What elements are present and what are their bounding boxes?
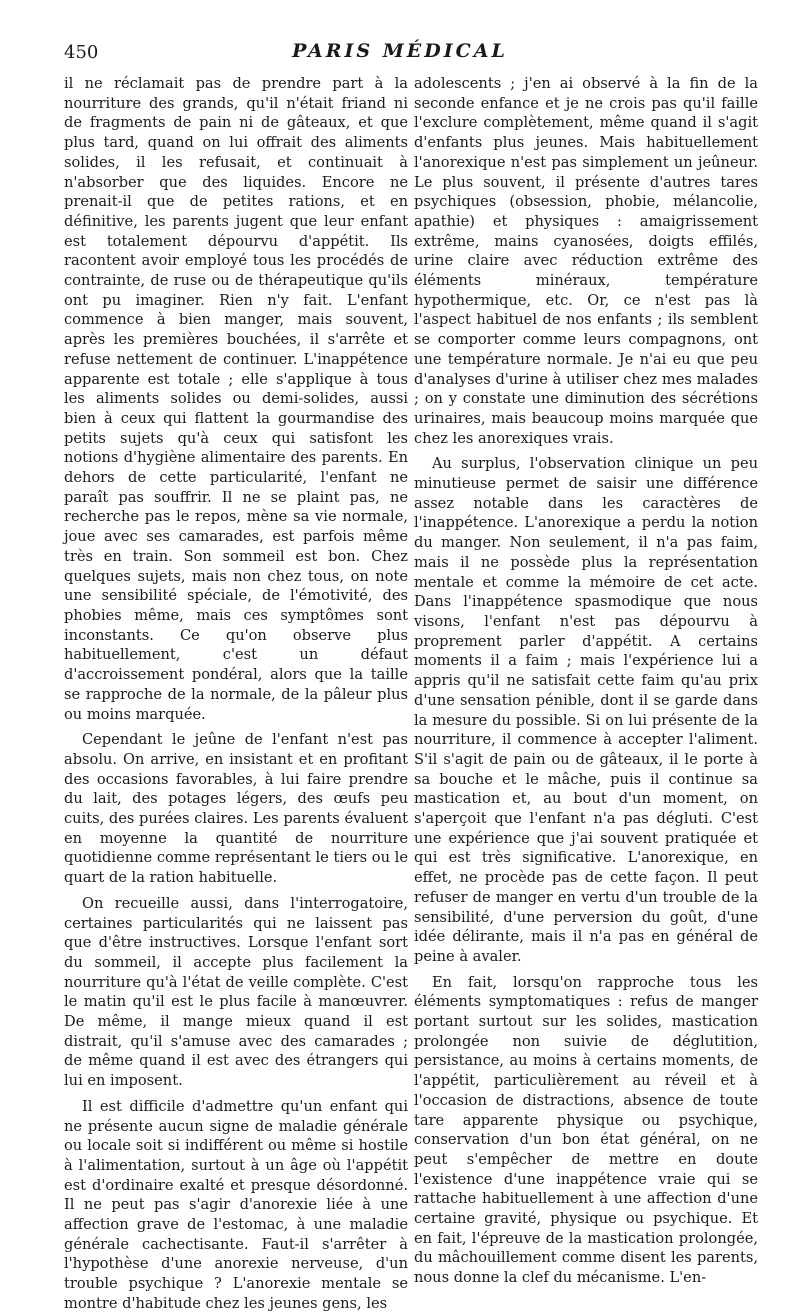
paragraph: Il est difficile d'admettre qu'un enfant qui ne présente aucun signe de maladie générale ou locale soit si indifférent ou même si hostile à l'alimentation, surtout à un âge où l'appétit est d'ordinaire exalté et presque désordonné. Il ne peut pas s'agir d'anorexie liée à une affection grave de l'estomac, à une maladie générale cachectisante. Faut-il s'arrêter à l'hypothèse d'une anorexie nerveuse, d'un trouble psychique ? L'anorexie mentale se montre d'habitude chez les jeunes gens, les (64, 1097, 408, 1312)
left-column (64, 74, 408, 1314)
paragraph: adolescents ; j'en ai observé à la fin de la seconde enfance et je ne crois pas qu'il faille l'exclure complètement, même quand il s'agit d'enfants plus jeunes. Mais habituellement l'anorexique n'est pas simplement un jeûneur. Le plus souvent, il présente d'autres tares psychiques (obsession, phobie, mélancolie, apathie) et physiques : amaigrissement extrême, mains cyanosées, doigts effilés, urine claire avec réduction extrême des éléments minéraux, température hypothermique, etc. Or, ce n'est pas là l'aspect habituel de nos enfants ; ils semblent se comporter comme leurs compagnons, ont une température normale. Je n'ai eu que peu d'analyses d'urine à utiliser chez mes malades ; on y constate une diminution des sécrétions urinaires, mais beaucoup moins marquée que chez les anorexiques vrais. (414, 75, 758, 447)
right-column (414, 74, 758, 1288)
paragraph: Au surplus, l'observation clinique un peu minutieuse permet de saisir une différence assez notable dans les caractères de l'inappétence. L'anorexique a perdu la notion du manger. Non seulement, il n'a pas faim, mais il ne possède plus la représentation mentale et comme la mémoire de cet acte. Dans l'inappétence spasmodique que nous visons, l'enfant n'est pas dépourvu à proprement parler d'appétit. A certains moments il a faim ; mais l'expérience lui a appris qu'il ne satisfait cette faim qu'au prix d'une sensation pénible, dont il se garde dans la mesure du possible. Si on lui présente de la nourriture, il commence à accepter l'aliment. S'il s'agit de pain ou de gâteaux, il le porte à sa bouche et le mâche, puis il continue sa mastication et, au bout d'un moment, on s'aperçoit que l'enfant n'a pas dégluti. C'est une expérience que j'ai souvent pratiquée et qui est très significative. L'anorexique, en effet, ne procède pas de cette façon. Il peut refuser de manger en vertu d'un trouble de la sensibilité, d'une perversion du goût, d'une idée délirante, mais il n'a pas en général de peine à avaler. (414, 455, 758, 965)
paragraph: En fait, lorsqu'on rapproche tous les éléments symptomatiques : refus de manger portant surtout sur les solides, mastication prolongée non suivie de déglutition, persistance, au moins à certains moments, de l'appétit, particulièrement au réveil et à l'occasion de distractions, absence de toute tare apparente physique ou psychique, conservation d'un bon état général, on ne peut s'empêcher de mettre en doute l'existence d'une inappétence vraie qui se rattache habituellement à une affection d'une certaine gravité, physique ou psychique. Et en fait, l'épreuve de la mastication prolongée, du mâchouillement comme disent les parents, nous donne la clef du mécanisme. L'en- (414, 973, 758, 1287)
page-number: 450 (64, 42, 99, 63)
page-header (64, 40, 736, 68)
running-title: PARIS MÉDICAL (292, 40, 508, 62)
paragraph: On recueille aussi, dans l'interrogatoire, certaines particularités qui ne laissent pas que d'être instructives. Lorsque l'enfant sort du sommeil, il accepte plus facilement la nourriture qu'à l'état de veille complète. C'est le matin qu'il est le plus facile à manœuvrer. De même, il mange mieux quand il est distrait, qu'il s'amuse avec des camarades ; de même quand il est avec des étrangers qui lui en imposent. (64, 894, 408, 1090)
paragraph: Cependant le jeûne de l'enfant n'est pas absolu. On arrive, en insistant et en profitant des occasions favorables, à lui faire prendre du lait, des potages légers, des œufs peu cuits, des purées claires. Les parents évaluent en moyenne la quantité de nourriture quotidienne comme représentant le tiers ou le quart de la ration habituelle. (64, 731, 408, 887)
paragraph: il ne réclamait pas de prendre part à la nourriture des grands, qu'il n'était friand ni de fragments de pain ni de gâteaux, et que plus tard, quand on lui offrait des aliments solides, il les refusait, et continuait à n'absorber que des liquides. Encore ne prenait-il que de petites rations, et en définitive, les parents jugent que leur enfant est totalement dépourvu d'appétit. Ils racontent avoir employé tous les procédés de contrainte, de ruse ou de thérapeutique qu'ils ont pu imaginer. Rien n'y fait. L'enfant commence à bien manger, mais souvent, après les premières bouchées, il s'arrête et refuse nettement de continuer. L'inappétence apparente est totale ; elle s'applique à tous les aliments solides ou demi-solides, aussi bien à ceux qui flattent la gourmandise des petits sujets qu'à ceux qui satisfont les notions d'hygiène alimentaire des parents. En dehors de cette particularité, l'enfant ne paraît pas souffrir. Il ne se plaint pas, ne recherche pas le repos, mène sa vie normale, joue avec ses camarades, est parfois même très en train. Son sommeil est bon. Chez quelques sujets, mais non chez tous, on note une sensibilité spéciale, de l'émotivité, des phobies même, mais ces symptômes sont inconstants. Ce qu'on observe plus habituellement, c'est un défaut d'accroissement pondéral, alors que la taille se rapproche de la normale, de la pâleur plus ou moins marquée. (64, 75, 408, 723)
